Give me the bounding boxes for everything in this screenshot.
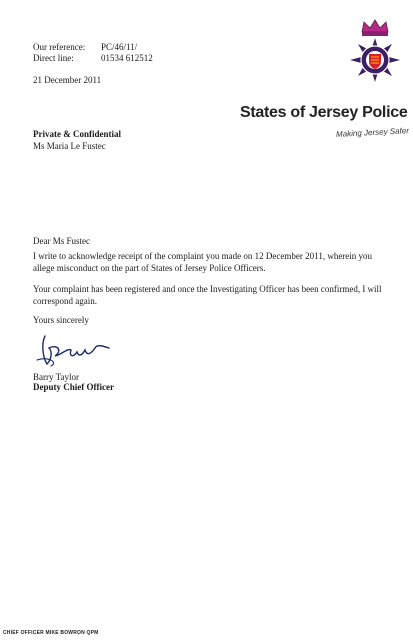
our-reference-value: PC/46/11/ [101,42,138,52]
letter-date: 21 December 2011 [33,75,102,85]
police-crest-icon [344,18,406,104]
our-reference-label: Our reference: [33,42,86,52]
direct-line-label: Direct line: [33,53,74,63]
signer-name: Barry Taylor [33,372,79,382]
recipient-name: Ms Maria Le Fustec [33,141,106,151]
footer-text: CHIEF OFFICER MIKE BOWRON QPM [3,630,99,636]
handwritten-signature [33,330,133,372]
body-paragraph: Your complaint has been registered and once the Investigating Officer has been confirmed, I will correspond again. [33,284,382,306]
salutation: Dear Ms Fustec [33,236,90,246]
organization-tagline: Making Jersey Safer [335,126,410,139]
direct-line-value: 01534 612512 [101,53,153,63]
direct-line-row [33,53,153,64]
signer-title: Deputy Chief Officer [33,382,114,392]
closing: Yours sincerely [33,315,89,325]
body-paragraph: I write to acknowledge receipt of the complaint you made on 12 December 2011, wherein you allege misconduct on the part of States of Jersey Police Officers. [33,251,373,273]
classification-label: Private & Confidential [33,129,121,139]
organization-name: States of Jersey Police [240,104,408,121]
our-reference-row [33,42,137,53]
